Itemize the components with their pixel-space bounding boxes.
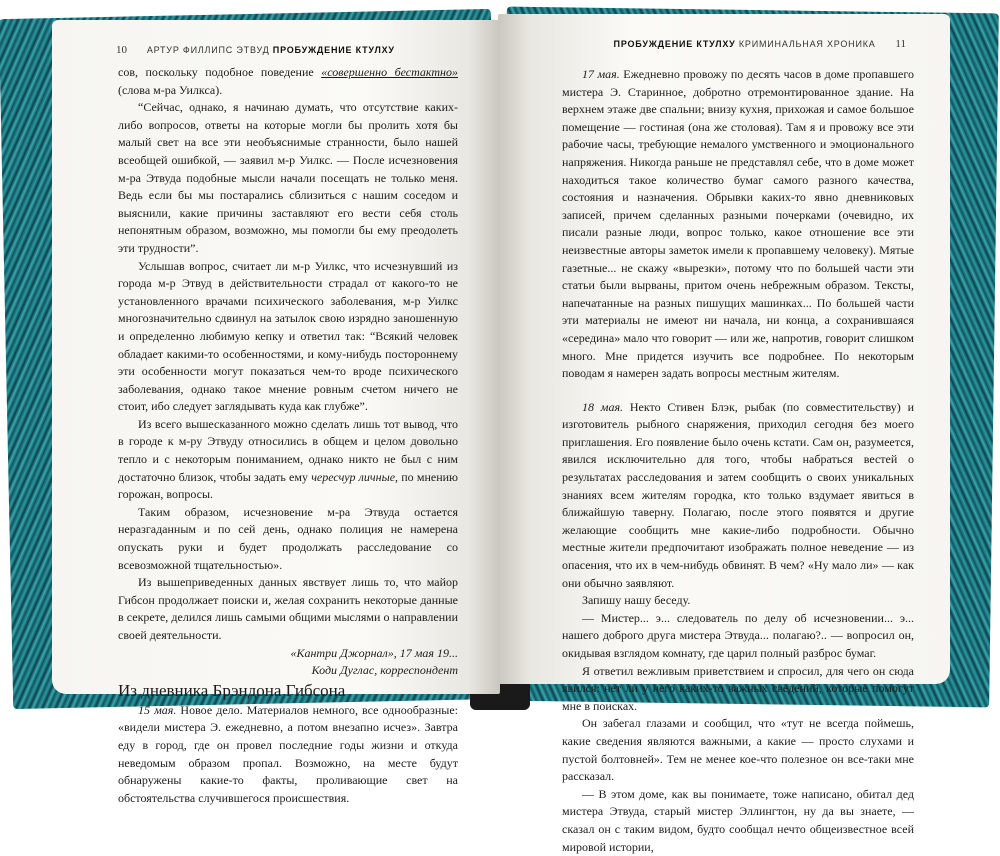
right-running-head <box>614 38 906 50</box>
paragraph <box>562 399 914 593</box>
paragraph: Запишу нашу беседу. <box>582 593 691 608</box>
diary-date: 15 мая. <box>138 702 177 717</box>
paragraph <box>118 64 458 99</box>
left-running-head <box>116 44 395 56</box>
paragraph: “Сейчас, однако, я начинаю думать, что отсутствие каких-либо вопросов, ответы на которые могли бы пролить хотя бы малый свет на все эти необъяснимые странности, было нашей всеобщей ошибкой, — заявил м-р Уилкс. — После исчезновения м-ра Этвуда подобные мысли начали посещать не только меня. Ведь если бы мы постарались сблизиться с нашим соседом и выяснили, какие причины заставляют его вести себя столь непонятным образом, возможно, мы помогли бы ему преодолеть эти трудности”. <box>118 100 458 255</box>
right-page-number: 11 <box>895 38 906 50</box>
book-title: ПРОБУЖДЕНИЕ КТУЛХУ <box>272 45 395 55</box>
emphasis: чересчур личные, <box>311 469 399 484</box>
text-run: Из всего вышесказанного можно сделать лишь тот вывод, что в городе к м-ру Этвуду относились в общем и целом довольно тепло и с некоторым пониманием, однако никто не был с ним достаточно близок, чтобы задать ему <box>118 416 458 484</box>
right-page <box>498 14 950 854</box>
paragraph: Услышав вопрос, считает ли м-р Уилкс, что исчезнувший из города м-р Этвуд в действительности страдал от какого-то не установленного врачами психического заболевания, м-р Уилкс многозначительно сдвинул на затылок свою изрядно заношенную и определенно любимую кепку и ответил так: “Всякий человек обладает какими-то особенностями, и кому-нибудь постороннему эти особенности могут показаться чем-то вроде психического заболевания, однако такое мнение ровным счетом ничего не стоит, ибо следует заглядывать куда как глубже”. <box>118 258 458 414</box>
paragraph <box>118 702 458 808</box>
paragraph: Я ответил вежливым приветствием и спросил, для чего он сюда явился: нет ли у него каких-то важных сведений, которые помогут мне в поисках. <box>562 663 914 713</box>
signature-line: «Кантри Джорнал», 17 мая 19... <box>290 645 458 660</box>
text-run: Ежедневно провожу по десять часов в доме пропавшего мистера Э. Старинное, добротно отремонтированное здание. На верхнем этаже две спальни; внизу кухня, прихожая и самое большое помещение — гостиная (она же столовая). Там я и провожу все эти рабочие часы, требующие немалого умственного и эмоционального напряжения. Никогда раньше не представлял себе, что в доме может находиться такое количество бумаг самого разного качества, состояния и назначения. Обрывки каких-то явно дневниковых записей, причем сделанных разными почерками (очевидно, их писали разные люди, вопрос только, какое отношение все эти неизвестные авторы заметок имели к пропавшему человеку). Мятые газетные... не скажу «вырезки», потому что по большей части эти статьи были вырваны, притом очень небрежным образом. Тексты, напечатанные на разных пишущих машинках... По большей части эти материалы не имеют ни начала, ни конца, а сохранившаяся «середина» мало что говорит — или же, напротив, говорит слишком много. Мне придется изучить все подробнее. По некоторым поводам я намерен задать вопросы местным жителям. <box>562 67 914 381</box>
author-name: АРТУР ФИЛЛИПС ЭТВУД <box>146 45 270 55</box>
paragraph: — Мистер... э... следователь по делу об исчезновении... э... нашего доброго друга мистера Этвуда... полагаю?.. — вопросил он, окидывая взглядом комнату, где царил полный разброс бумаг. <box>562 610 914 660</box>
left-page-text <box>118 64 458 807</box>
book-title: ПРОБУЖДЕНИЕ КТУЛХУ <box>613 39 736 49</box>
text-run: Новое дело. Материалов немного, все однообразные: «видели мистера Э. ежедневно, а потом внезапно исчез». Завтра еду в город, где он провел последние годы жизни и откуда неведомым образом пропал. Возможно, на месте будут обнаружены какие-то факты, проливающие свет на обстоятельства случившегося происшествия. <box>118 702 459 805</box>
emphasis: «совершенно бестактно» <box>321 65 458 79</box>
diary-date: 18 мая. <box>582 399 624 414</box>
paragraph: Он забегал глазами и сообщил, что «тут не всегда поймешь, какие сведения являются важными, а какие — просто слухами и пустой болтовней». Тем не менее кое-что полезное он все-таки мне рассказал. <box>562 716 914 784</box>
signature-line: Коди Дуглас, корреспондент <box>311 663 458 678</box>
paragraph: Из вышеприведенных данных явствует лишь то, что майор Гибсон продолжает поиски и, желая сохранить некоторые данные в секрете, делился лишь самыми общими мыслями о направлении своей деятельности. <box>118 575 458 642</box>
section-name: КРИМИНАЛЬНАЯ ХРОНИКА <box>738 39 876 49</box>
text-run: сов, поскольку подобное поведение <box>118 65 314 79</box>
right-page-text <box>562 66 914 856</box>
paragraph <box>562 66 914 383</box>
section-title: Из дневника Брэндона Гибсона <box>118 680 346 700</box>
left-page-number: 10 <box>116 44 127 56</box>
text-run: Некто Стивен Блэк, рыбак (по совместительству) и изготовитель рыбного снаряжения, приходил сегодня без моего приглашения. Его появление было очень кстати. Сам он, разумеется, явился исключительно для того, чтобы набраться вестей о результатах расследования и затем сообщить о своих уникальных знаниях всем жителям городка, кто только вздумает явиться в ближайшую таверну. Полагаю, после этого появятся и другие желающие сообщить мне какие-либо подробности. Обычно местные жители предпочитают изображать полное неведение — из опасения, что их в чем-нибудь обвинят. В чем? «Ну мало ли» — как они обычно заявляют. <box>562 399 914 590</box>
paragraph: Таким образом, исчезновение м-ра Этвуда остается неразгаданным и по сей день, однако полиция не намерена опускать руки и будет продолжать расследование со всевозможной тщательностью». <box>118 504 458 572</box>
left-page <box>52 20 500 805</box>
text-run: (слова м-ра Уилкса). <box>118 82 223 97</box>
text-run: по мнению горожан, вопросы. <box>118 469 459 502</box>
paragraph <box>118 416 458 504</box>
diary-date: 17 мая. <box>582 67 620 81</box>
paragraph: — В этом доме, как вы понимаете, тоже написано, обитал дед мистера Этвуда, старый мистер Эллингтон, ну да вы знаете, — сказал он с таким видом, будто сообщал нечто общеизвестное всей мировой истории, <box>562 786 914 854</box>
